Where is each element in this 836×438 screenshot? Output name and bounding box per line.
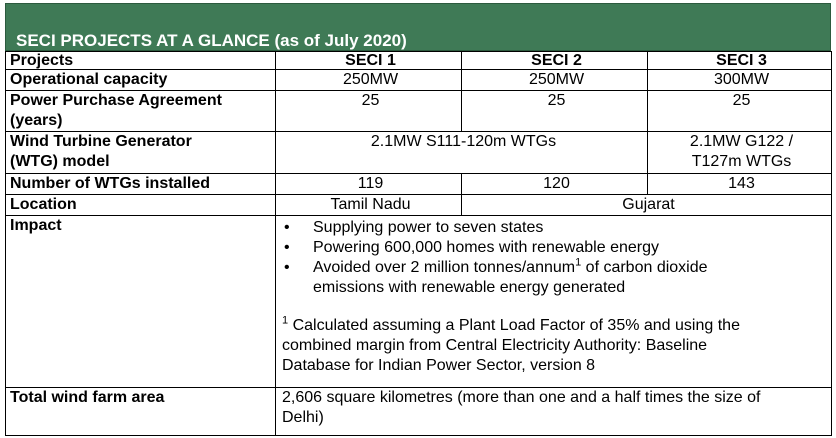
footnote-line3: Database for Indian Power Sector, version 8 bbox=[282, 357, 596, 374]
row-ppa bbox=[6, 91, 832, 132]
ppa-seci-3: 25 bbox=[648, 91, 832, 132]
area-value bbox=[276, 388, 832, 436]
label-ppa bbox=[6, 91, 276, 132]
label-area: Total wind farm area bbox=[6, 388, 276, 436]
header-seci-3: SECI 3 bbox=[648, 52, 832, 70]
label-installed: Number of WTGs installed bbox=[6, 174, 276, 195]
installed-seci-2: 120 bbox=[462, 174, 648, 195]
wtg-model-seci-3-line1: 2.1MW G122 / bbox=[689, 133, 794, 150]
location-seci-2-3: Gujarat bbox=[462, 195, 832, 216]
bullet-icon: • bbox=[284, 219, 290, 236]
area-value-line1: 2,606 square kilometres (more than one and a half times the size of bbox=[282, 389, 761, 406]
header-row bbox=[6, 52, 832, 70]
row-installed bbox=[6, 174, 832, 195]
installed-seci-1: 119 bbox=[276, 174, 462, 195]
label-location: Location bbox=[6, 195, 276, 216]
label-wtg-line1: Wind Turbine Generator bbox=[10, 133, 192, 150]
label-wtg-model bbox=[6, 132, 276, 174]
impact-content bbox=[276, 216, 832, 388]
footnote-line1: Calculated assuming a Plant Load Factor of 35% and using the bbox=[288, 317, 740, 334]
row-capacity bbox=[6, 70, 832, 91]
row-area bbox=[6, 388, 832, 436]
footnote bbox=[282, 316, 831, 376]
seci-projects-table bbox=[5, 51, 832, 436]
impact-item bbox=[282, 258, 831, 298]
footnote-marker: 1 bbox=[575, 256, 582, 269]
location-seci-1: Tamil Nadu bbox=[276, 195, 462, 216]
label-ppa-line2: (years) bbox=[10, 112, 63, 129]
footnote-line2: combined margin from Central Electricity Authority: Baseline bbox=[282, 337, 708, 354]
impact-list bbox=[282, 218, 831, 298]
ppa-seci-1: 25 bbox=[276, 91, 462, 132]
ppa-seci-2: 25 bbox=[462, 91, 648, 132]
capacity-seci-3: 300MW bbox=[648, 70, 832, 91]
wtg-model-seci-1-2: 2.1MW S111-120m WTGs bbox=[276, 132, 648, 174]
bullet-icon: • bbox=[284, 259, 290, 276]
row-wtg-model bbox=[6, 132, 832, 174]
header-seci-1: SECI 1 bbox=[276, 52, 462, 70]
installed-seci-3: 143 bbox=[648, 174, 832, 195]
impact-item-text: Avoided over 2 million tonnes/annum bbox=[313, 259, 576, 276]
label-wtg-line2: (WTG) model bbox=[10, 153, 110, 170]
label-impact: Impact bbox=[6, 216, 276, 388]
area-value-line2: Delhi) bbox=[282, 409, 324, 426]
table-title: SECI PROJECTS AT A GLANCE (as of July 2020) bbox=[16, 31, 407, 50]
header-seci-2: SECI 2 bbox=[462, 52, 648, 70]
footnote-number: 1 bbox=[282, 314, 289, 327]
capacity-seci-2: 250MW bbox=[462, 70, 648, 91]
impact-item bbox=[282, 218, 831, 238]
title-bar bbox=[5, 3, 831, 51]
label-capacity: Operational capacity bbox=[6, 70, 276, 91]
wtg-model-seci-3 bbox=[648, 132, 832, 174]
capacity-seci-1: 250MW bbox=[276, 70, 462, 91]
bullet-icon: • bbox=[284, 239, 290, 256]
header-projects-label: Projects bbox=[6, 52, 276, 70]
row-impact bbox=[6, 216, 832, 388]
row-location bbox=[6, 195, 832, 216]
impact-item-text-line2: emissions with renewable energy generated bbox=[313, 279, 626, 296]
impact-item bbox=[282, 238, 831, 258]
impact-item-text: Powering 600,000 homes with renewable energy bbox=[313, 239, 659, 256]
impact-item-text: Supplying power to seven states bbox=[313, 219, 544, 236]
label-ppa-line1: Power Purchase Agreement bbox=[10, 92, 222, 109]
impact-item-text-cont: of carbon dioxide bbox=[581, 259, 708, 276]
wtg-model-seci-3-line2: T127m WTGs bbox=[691, 153, 792, 170]
